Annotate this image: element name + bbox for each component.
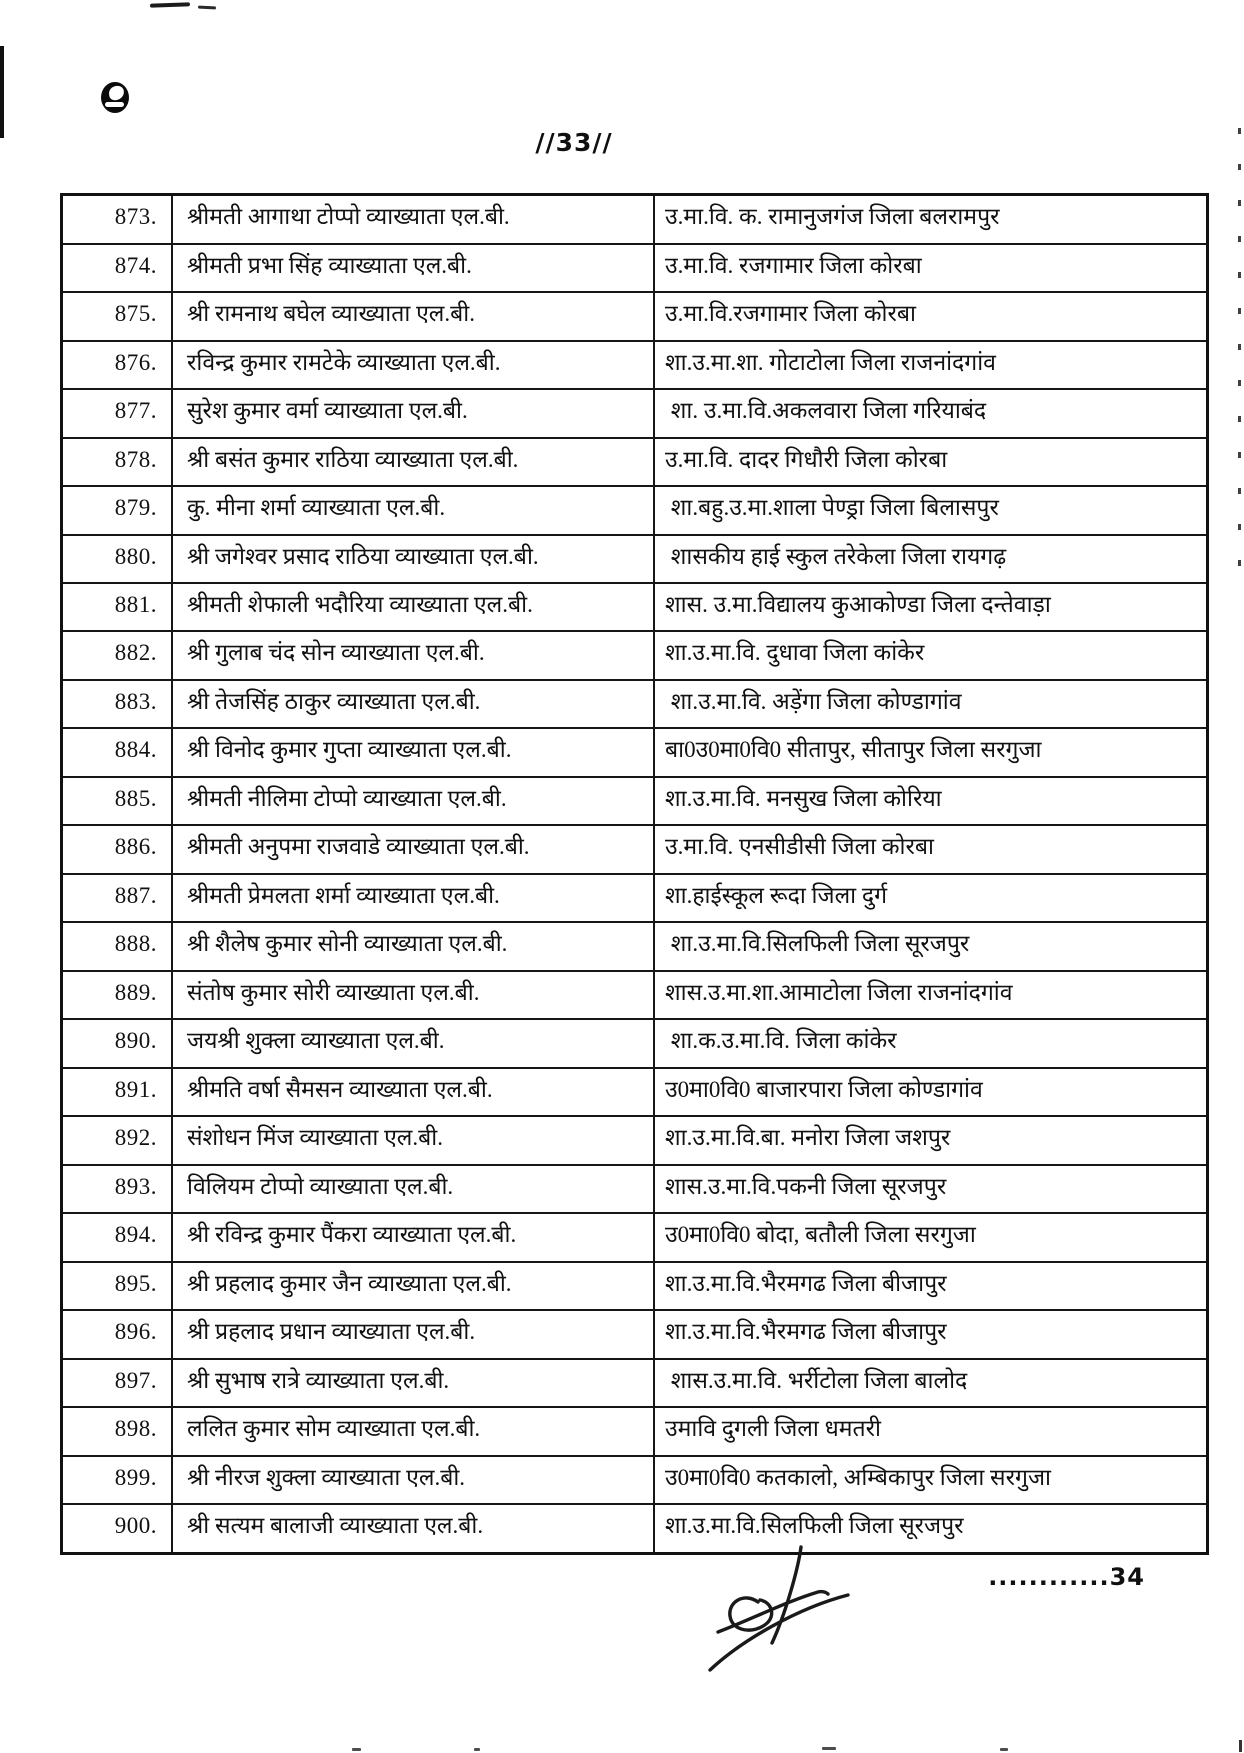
name-cell: श्रीमति वर्षा सैमसन व्याख्याता एल.बी. <box>172 1068 654 1116</box>
school-cell: उ0मा0वि0 बोदा, बतौली जिला सरगुजा <box>654 1213 1208 1261</box>
table-row <box>62 341 1208 389</box>
serial-cell: 882. <box>62 631 173 679</box>
scan-scribble-artifact <box>198 6 216 10</box>
serial-cell: 879. <box>62 486 173 534</box>
school-cell: शा.उ.मा.वि.भैरमगढ जिला बीजापुर <box>654 1310 1208 1358</box>
school-cell: उ.मा.वि.रजगामार जिला कोरबा <box>654 292 1208 340</box>
table-row <box>62 1019 1208 1067</box>
table-row <box>62 777 1208 825</box>
table-row <box>62 631 1208 679</box>
name-cell: श्री रामनाथ बघेल व्याख्याता एल.बी. <box>172 292 654 340</box>
scan-speck-artifact <box>474 1748 480 1751</box>
name-cell: श्रीमती आगाथा टोप्पो व्याख्याता एल.बी. <box>172 195 654 244</box>
school-cell: शा.उ.मा.वि. अड़ेंगा जिला कोण्डागांव <box>654 680 1208 728</box>
name-cell: श्रीमती प्रभा सिंह व्याख्याता एल.बी. <box>172 244 654 292</box>
name-cell: श्री प्रहलाद कुमार जैन व्याख्याता एल.बी. <box>172 1262 654 1310</box>
name-cell: सुरेश कुमार वर्मा व्याख्याता एल.बी. <box>172 389 654 437</box>
table-row <box>62 1116 1208 1164</box>
signature-scribble <box>680 1540 890 1690</box>
name-cell: श्रीमती नीलिमा टोप्पो व्याख्याता एल.बी. <box>172 777 654 825</box>
table-row <box>62 680 1208 728</box>
serial-cell: 898. <box>62 1407 173 1455</box>
serial-cell: 880. <box>62 535 173 583</box>
serial-cell: 900. <box>62 1504 173 1553</box>
school-cell: शास.उ.मा.शा.आमाटोला जिला राजनांदगांव <box>654 971 1208 1019</box>
lecturer-roster-table <box>60 193 1209 1555</box>
name-cell: श्रीमती प्रेमलता शर्मा व्याख्याता एल.बी. <box>172 874 654 922</box>
table-row <box>62 825 1208 873</box>
next-page-reference: ............34 <box>988 1563 1145 1591</box>
table-row <box>62 728 1208 776</box>
serial-cell: 899. <box>62 1456 173 1504</box>
school-cell: शा.उ.मा.वि.बा. मनोरा जिला जशपुर <box>654 1116 1208 1164</box>
name-cell: जयश्री शुक्ला व्याख्याता एल.बी. <box>172 1019 654 1067</box>
serial-cell: 892. <box>62 1116 173 1164</box>
school-cell: शासकीय हाई स्कुल तरेकेला जिला रायगढ़ <box>654 535 1208 583</box>
serial-cell: 873. <box>62 195 173 244</box>
serial-cell: 897. <box>62 1359 173 1407</box>
name-cell: विलियम टोप्पो व्याख्याता एल.बी. <box>172 1165 654 1213</box>
serial-cell: 893. <box>62 1165 173 1213</box>
name-cell: श्री तेजसिंह ठाकुर व्याख्याता एल.बी. <box>172 680 654 728</box>
school-cell: शा.उ.मा.वि.सिलफिली जिला सूरजपुर <box>654 922 1208 970</box>
name-cell: श्री सुभाष रात्रे व्याख्याता एल.बी. <box>172 1359 654 1407</box>
school-cell: शा.उ.मा.शा. गोटाटोला जिला राजनांदगांव <box>654 341 1208 389</box>
serial-cell: 884. <box>62 728 173 776</box>
scan-edge-dashes-artifact <box>1238 128 1241 573</box>
table-row <box>62 1456 1208 1504</box>
school-cell: उमावि दुगली जिला धमतरी <box>654 1407 1208 1455</box>
serial-cell: 896. <box>62 1310 173 1358</box>
school-cell: शास.उ.मा.वि.पकनी जिला सूरजपुर <box>654 1165 1208 1213</box>
punch-hole-slit <box>105 102 124 107</box>
school-cell: उ.मा.वि. दादर गिधौरी जिला कोरबा <box>654 438 1208 486</box>
serial-cell: 876. <box>62 341 173 389</box>
serial-cell: 891. <box>62 1068 173 1116</box>
serial-cell: 874. <box>62 244 173 292</box>
name-cell: संशोधन मिंज व्याख्याता एल.बी. <box>172 1116 654 1164</box>
table-row <box>62 1262 1208 1310</box>
name-cell: श्री गुलाब चंद सोन व्याख्याता एल.बी. <box>172 631 654 679</box>
table-row <box>62 292 1208 340</box>
name-cell: श्री शैलेष कुमार सोनी व्याख्याता एल.बी. <box>172 922 654 970</box>
table-row <box>62 874 1208 922</box>
name-cell: श्री नीरज शुक्ला व्याख्याता एल.बी. <box>172 1456 654 1504</box>
name-cell: श्री प्रहलाद प्रधान व्याख्याता एल.बी. <box>172 1310 654 1358</box>
page-number-header: //33// <box>535 128 613 157</box>
school-cell: बा0उ0मा0वि0 सीतापुर, सीतापुर जिला सरगुजा <box>654 728 1208 776</box>
school-cell: शा. उ.मा.वि.अकलवारा जिला गरियाबंद <box>654 389 1208 437</box>
name-cell: रविन्द्र कुमार रामटेके व्याख्याता एल.बी. <box>172 341 654 389</box>
table-row <box>62 1213 1208 1261</box>
table-row <box>62 971 1208 1019</box>
school-cell: शा.क.उ.मा.वि. जिला कांकेर <box>654 1019 1208 1067</box>
table-row <box>62 1359 1208 1407</box>
school-cell: उ0मा0वि0 बाजारपारा जिला कोण्डागांव <box>654 1068 1208 1116</box>
scan-edge-artifact <box>0 46 4 138</box>
serial-cell: 883. <box>62 680 173 728</box>
table-row <box>62 535 1208 583</box>
punch-hole-icon <box>101 82 129 113</box>
serial-cell: 875. <box>62 292 173 340</box>
school-cell: उ.मा.वि. क. रामानुजगंज जिला बलरामपुर <box>654 195 1208 244</box>
name-cell: श्री बसंत कुमार राठिया व्याख्याता एल.बी. <box>172 438 654 486</box>
table-row <box>62 1504 1208 1553</box>
school-cell: शा.उ.मा.वि. मनसुख जिला कोरिया <box>654 777 1208 825</box>
school-cell: उ.मा.वि. एनसीडीसी जिला कोरबा <box>654 825 1208 873</box>
serial-cell: 894. <box>62 1213 173 1261</box>
school-cell: शा.उ.मा.वि.सिलफिली जिला सूरजपुर <box>654 1504 1208 1553</box>
name-cell: संतोष कुमार सोरी व्याख्याता एल.बी. <box>172 971 654 1019</box>
school-cell: शा.उ.मा.वि.भैरमगढ जिला बीजापुर <box>654 1262 1208 1310</box>
serial-cell: 878. <box>62 438 173 486</box>
name-cell: श्री सत्यम बालाजी व्याख्याता एल.बी. <box>172 1504 654 1553</box>
name-cell: कु. मीना शर्मा व्याख्याता एल.बी. <box>172 486 654 534</box>
serial-cell: 881. <box>62 583 173 631</box>
punch-hole-highlight <box>108 85 125 101</box>
name-cell: श्रीमती अनुपमा राजवाडे व्याख्याता एल.बी. <box>172 825 654 873</box>
school-cell: शा.उ.मा.वि. दुधावा जिला कांकेर <box>654 631 1208 679</box>
table-row <box>62 195 1208 244</box>
name-cell: श्री जगेश्वर प्रसाद राठिया व्याख्याता एल.बी. <box>172 535 654 583</box>
name-cell: श्री रविन्द्र कुमार पैंकरा व्याख्याता एल.बी. <box>172 1213 654 1261</box>
table-row <box>62 1165 1208 1213</box>
school-cell: शा.बहु.उ.मा.शाला पेण्ड्रा जिला बिलासपुर <box>654 486 1208 534</box>
table-row <box>62 1407 1208 1455</box>
table-row <box>62 389 1208 437</box>
table-row <box>62 1068 1208 1116</box>
serial-cell: 886. <box>62 825 173 873</box>
school-cell: शा.हाईस्कूल रूदा जिला दुर्ग <box>654 874 1208 922</box>
serial-cell: 888. <box>62 922 173 970</box>
name-cell: श्रीमती शेफाली भदौरिया व्याख्याता एल.बी. <box>172 583 654 631</box>
school-cell: शास.उ.मा.वि. भर्रीटोला जिला बालोद <box>654 1359 1208 1407</box>
serial-cell: 889. <box>62 971 173 1019</box>
table-row <box>62 583 1208 631</box>
scan-speck-artifact <box>352 1748 361 1751</box>
roster-table-body <box>62 195 1208 1554</box>
scan-speck-artifact <box>822 1747 836 1750</box>
scan-scribble-artifact <box>150 2 190 7</box>
table-row <box>62 438 1208 486</box>
serial-cell: 887. <box>62 874 173 922</box>
serial-cell: 895. <box>62 1262 173 1310</box>
table-row <box>62 244 1208 292</box>
table-row <box>62 486 1208 534</box>
table-row <box>62 1310 1208 1358</box>
school-cell: उ0मा0वि0 कतकालो, अम्बिकापुर जिला सरगुजा <box>654 1456 1208 1504</box>
school-cell: शास. उ.मा.विद्यालय कुआकोण्डा जिला दन्तेवाड़ा <box>654 583 1208 631</box>
scan-speck-artifact <box>1000 1748 1008 1751</box>
school-cell: उ.मा.वि. रजगामार जिला कोरबा <box>654 244 1208 292</box>
table-row <box>62 922 1208 970</box>
serial-cell: 890. <box>62 1019 173 1067</box>
scan-corner-artifact <box>1239 1740 1242 1752</box>
name-cell: ललित कुमार सोम व्याख्याता एल.बी. <box>172 1407 654 1455</box>
serial-cell: 877. <box>62 389 173 437</box>
serial-cell: 885. <box>62 777 173 825</box>
name-cell: श्री विनोद कुमार गुप्ता व्याख्याता एल.बी. <box>172 728 654 776</box>
